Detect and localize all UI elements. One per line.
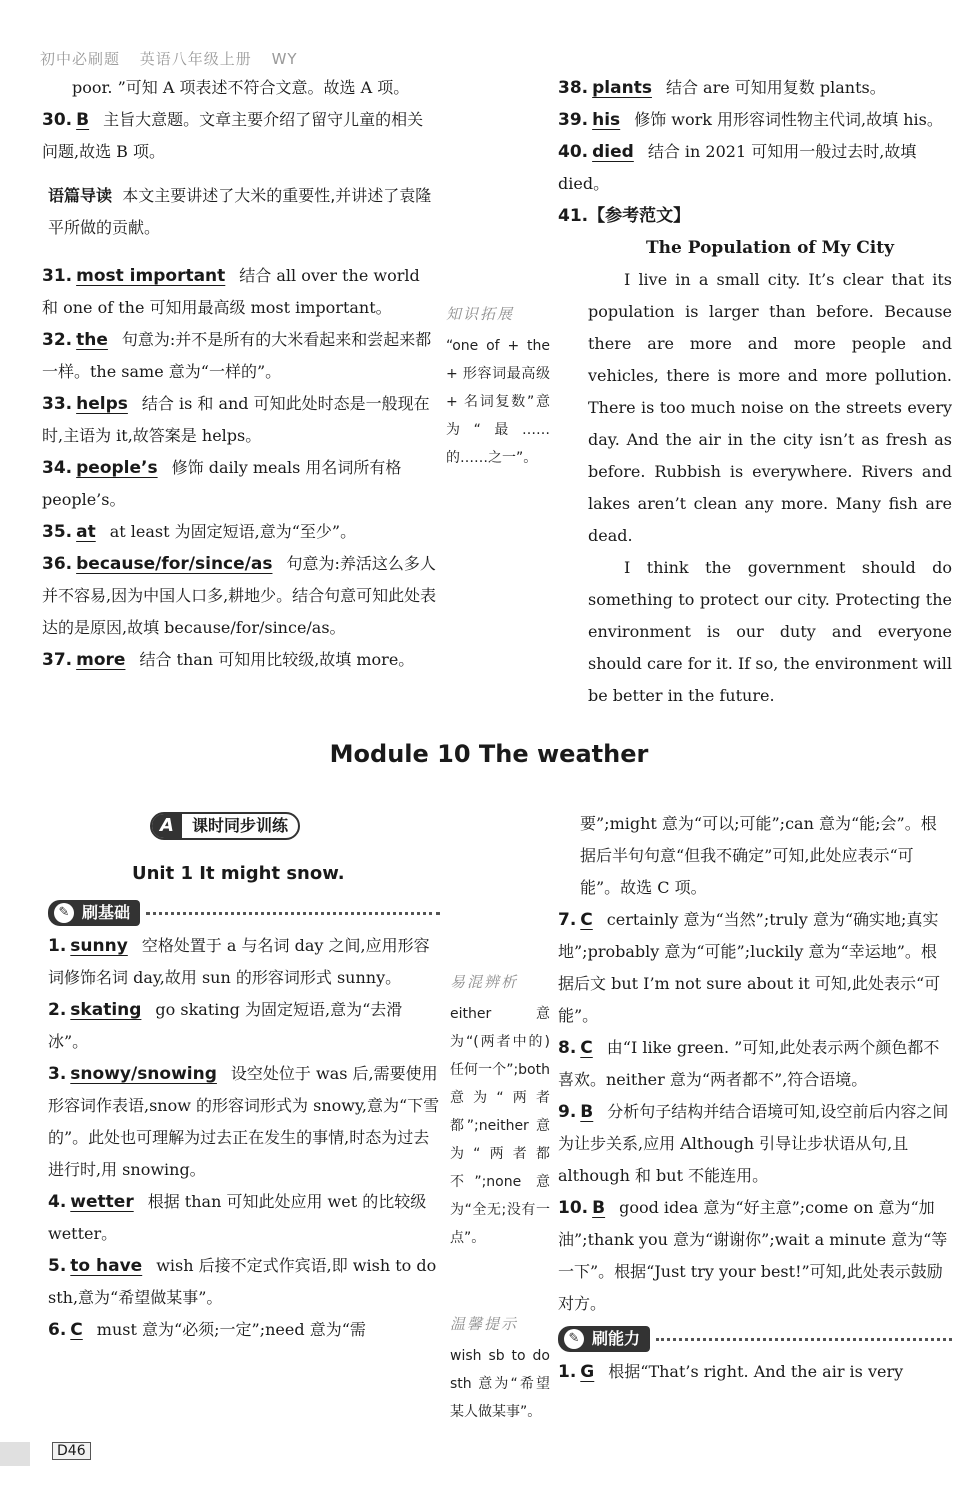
question-number: 7. — [558, 910, 577, 930]
answer-item — [558, 808, 952, 904]
section-badge — [150, 812, 300, 840]
answer-item — [48, 930, 440, 994]
question-number: 34. — [42, 458, 73, 478]
answer-item — [558, 1356, 952, 1388]
answer-explanation: poor. ”可知 A 项表述不符合文意。故选 A 项。 — [72, 78, 410, 97]
question-number: 40. — [558, 142, 589, 162]
answer-key: C — [580, 910, 593, 930]
answer-item — [42, 324, 434, 388]
answer-explanation: at least 为固定短语,意为“至少”。 — [109, 522, 357, 541]
question-number: 8. — [558, 1038, 577, 1058]
answer-key: most important — [76, 266, 226, 286]
answer-item — [48, 1314, 440, 1346]
answer-explanation: wish 后接不定式作宾语,即 wish to do sth,意为“希望做某事”。 — [48, 1256, 437, 1307]
answer-key: sunny — [70, 936, 128, 956]
question-number: 30. — [42, 110, 73, 130]
answer-item — [42, 260, 434, 324]
answer-explanation: 修饰 work 用形容词性物主代词,故填 his。 — [634, 110, 943, 129]
guide-text: 本文主要讲述了大米的重要性,并讲述了袁隆平所做的贡献。 — [48, 186, 432, 237]
header-edition: WY — [271, 50, 298, 68]
answer-key: B — [76, 110, 90, 130]
answer-explanation: go skating 为固定短语,意为“去滑冰”。 — [48, 1000, 403, 1051]
lower-left-column — [48, 808, 440, 1346]
answer-explanation: 结合 is 和 and 可知此处时态是一般现在时,主语为 it,故答案是 helps。 — [42, 394, 430, 445]
answer-key: died — [592, 142, 634, 162]
answer-item — [558, 1032, 952, 1096]
answer-item — [48, 1186, 440, 1250]
answer-item — [48, 994, 440, 1058]
question-number: 2. — [48, 1000, 67, 1020]
answer-item — [558, 904, 952, 1032]
question-number: 6. — [48, 1320, 67, 1340]
side-note-text: wish sb to do sth 意为“希望某人做某事”。 — [450, 1348, 550, 1420]
essay-title: The Population of My City — [646, 238, 894, 258]
header-subject: 英语八年级上册 — [139, 50, 252, 68]
answer-key: because/for/since/as — [76, 554, 273, 574]
answer-explanation: 结合 all over the world 和 one of the 可知用最高级 most important。 — [42, 266, 420, 317]
answer-key: B — [592, 1198, 606, 1218]
answer-item — [558, 104, 952, 136]
question-number: 32. — [42, 330, 73, 350]
answer-explanation: 要”;might 意为“可以;可能”;can 意为“能;会”。根据后半句句意“但我不确定”可知,此处应表示“可能”。故选 C 项。 — [580, 814, 937, 897]
answer-key: B — [580, 1102, 594, 1122]
answer-explanation: 空格处置于 a 与名词 day 之间,应用形容词修饰名词 day,故用 sun 的形容词形式 sunny。 — [48, 936, 430, 987]
question-number: 5. — [48, 1256, 67, 1276]
answer-key: the — [76, 330, 108, 350]
question-number: 38. — [558, 78, 589, 98]
question-number: 9. — [558, 1102, 577, 1122]
side-note-tip — [450, 1310, 550, 1426]
module-title: Module 10 The weather — [329, 740, 649, 768]
answer-explanation: 句意为:并不是所有的大米看起来和尝起来都一样。the same 意为“一样的”。 — [42, 330, 432, 381]
answer-explanation: 结合 than 可知用比较级,故填 more。 — [139, 650, 415, 669]
answer-item — [558, 136, 952, 200]
question-number: 33. — [42, 394, 73, 414]
section-basic-text: 刷基础 — [82, 903, 131, 922]
answer-item — [48, 1250, 440, 1314]
answer-explanation: must 意为“必须;一定”;need 意为“需 — [96, 1320, 366, 1339]
question-number: 3. — [48, 1064, 67, 1084]
answer-explanation: 结合 in 2021 可知用一般过去时,故填 died。 — [558, 142, 917, 193]
page-edge-bar — [0, 1442, 30, 1466]
side-note-confusion — [450, 968, 550, 1252]
section-ability-bar — [558, 1326, 952, 1352]
answer-key: C — [580, 1038, 593, 1058]
answer-item — [558, 72, 952, 104]
answer-item — [558, 1192, 952, 1320]
question-number: 37. — [42, 650, 73, 670]
question-number: 36. — [42, 554, 73, 574]
essay-paragraph: I think the government should do something to protect our city. Protecting the environment is our duty and everyone should care for it. If so, the environment will be better in the future. — [588, 558, 952, 705]
badge-letter: A — [152, 814, 182, 838]
question-number: 39. — [558, 110, 589, 130]
answer-key: G — [580, 1362, 595, 1382]
answer-item — [42, 516, 437, 548]
answer-item — [42, 104, 437, 168]
question-number: 10. — [558, 1198, 589, 1218]
answer-key: his — [592, 110, 621, 130]
section-ability-text: 刷能力 — [592, 1329, 641, 1348]
guide-label: 语篇导读 — [48, 186, 113, 205]
question-number: 1. — [558, 1362, 577, 1382]
answer-key: snowy/snowing — [70, 1064, 217, 1084]
question-number: 31. — [42, 266, 73, 286]
question-number: 35. — [42, 522, 73, 542]
dotted-divider — [656, 1338, 952, 1341]
upper-left-column — [42, 72, 437, 676]
answer-key: plants — [592, 78, 652, 98]
answer-key: skating — [70, 1000, 142, 1020]
side-note-knowledge — [446, 300, 550, 472]
answer-explanation: 根据 than 可知此处应用 wet 的比较级 wetter。 — [48, 1192, 427, 1243]
reading-guide — [48, 180, 437, 244]
answer-key: more — [76, 650, 126, 670]
answer-explanation: certainly 意为“当然”;truly 意为“确实地;真实地”;probably 意为“可能”;luckily 意为“幸运地”。根据后文 but I’m not sure about it 可知,此处表示“可能”。 — [558, 910, 941, 1025]
brush-icon: ✎ — [54, 903, 74, 923]
answer-key: to have — [70, 1256, 143, 1276]
answer-key: wetter — [70, 1192, 134, 1212]
header-book: 初中必刷题 — [40, 50, 121, 68]
answer-item — [42, 548, 437, 644]
essay-paragraph: I live in a small city. It’s clear that its population is larger than before. Because there are more and more people and vehicles, there is more and more pollution. There is too much noise on the streets every day. And the air in the city isn’t as fresh as before. Rubbish is everywhere. Rivers and lakes aren’t clean any more. Many fish are dead. — [588, 270, 952, 545]
answer-item — [558, 1096, 952, 1192]
side-note-title: 易混辨析 — [450, 973, 519, 991]
essay-label — [558, 200, 952, 232]
answer-item — [42, 452, 434, 516]
badge-text: 课时同步训练 — [191, 816, 288, 835]
answer-key: at — [76, 522, 96, 542]
answer-item — [42, 388, 434, 452]
unit-title: Unit 1 It might snow. — [132, 863, 345, 884]
answer-explanation: 设空处位于 was 后,需要使用形容词作表语,snow 的形容词形式为 snowy,意为“下雪的”。此处也可理解为过去正在发生的事情,时态为过去进行时,用 snowing。 — [48, 1064, 440, 1179]
side-note-title: 知识拓展 — [446, 305, 515, 323]
answer-explanation: 句意为:养活这么多人并不容易,因为中国人口多,耕地少。结合句意可知此处表达的是原因,故填 because/for/since/as。 — [42, 554, 437, 637]
upper-right-column — [558, 72, 952, 712]
page-number: D46 — [52, 1442, 91, 1460]
model-essay — [558, 232, 952, 712]
answer-explanation: 结合 are 可知用复数 plants。 — [665, 78, 886, 97]
question-number: 1. — [48, 936, 67, 956]
answer-item — [48, 1058, 440, 1186]
side-note-title: 温馨提示 — [450, 1315, 519, 1333]
dotted-divider — [146, 912, 440, 915]
answer-explanation: 修饰 daily meals 用名词所有格 people’s。 — [42, 458, 402, 509]
brush-icon: ✎ — [564, 1329, 584, 1349]
section-ability-label — [558, 1326, 650, 1352]
answer-item — [42, 644, 437, 676]
answer-explanation: 主旨大意题。文章主要介绍了留守儿童的相关问题,故选 B 项。 — [42, 110, 424, 161]
answer-key: people’s — [76, 458, 158, 478]
section-basic-bar — [48, 900, 440, 926]
page-header — [40, 48, 312, 69]
answer-explanation: good idea 意为“好主意”;come on 意为“加油”;thank you 意为“谢谢你”;wait a minute 意为“等一下”。根据“Just try your best!”可知,此处表示鼓励对方。 — [558, 1198, 948, 1313]
answer-item — [42, 72, 437, 104]
lower-right-column — [558, 808, 952, 1388]
side-note-text: “one of + the + 形容词最高级 + 名词复数”意为“最……的……之一”。 — [446, 338, 550, 466]
answer-explanation: 分析句子结构并结合语境可知,设空前后内容之间为让步关系,应用 Although 引导让步状语从句,且 although 和 but 不能连用。 — [558, 1102, 949, 1185]
side-note-text: either 意为“(两者中的)任何一个”;both 意为“两者都”;neither 意为“两者都不”;none 意为“全无;没有一点”。 — [450, 1006, 550, 1246]
answer-key: C — [70, 1320, 83, 1340]
answer-key: helps — [76, 394, 128, 414]
answer-explanation: 根据“That’s right. And the air is very — [608, 1362, 904, 1381]
answer-explanation: 由“I like green. ”可知,此处表示两个颜色都不喜欢。neither 意为“两者都不”,符合语境。 — [558, 1038, 940, 1089]
question-number: 4. — [48, 1192, 67, 1212]
essay-label-text: 41.【参考范文】 — [558, 206, 691, 226]
section-basic-label — [48, 900, 140, 926]
